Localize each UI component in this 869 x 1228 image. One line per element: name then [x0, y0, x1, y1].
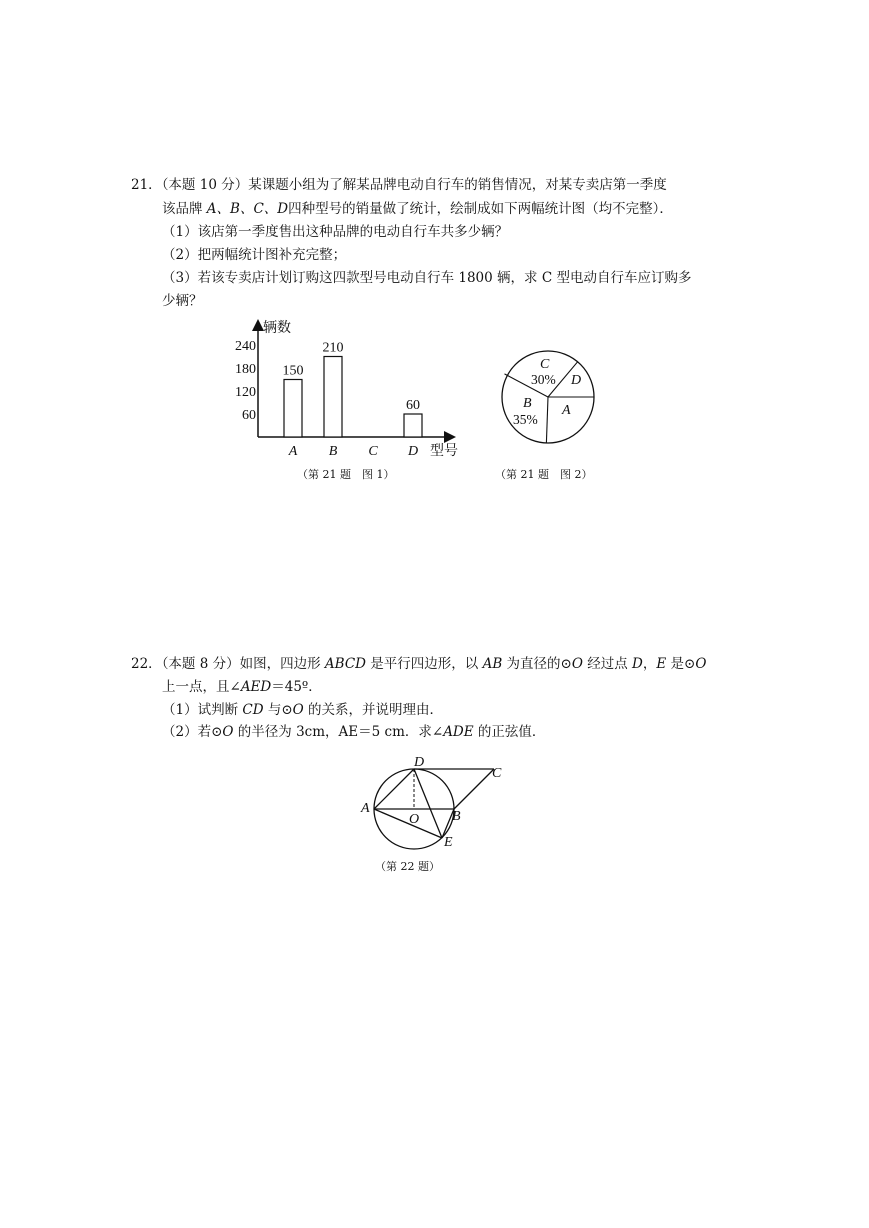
- bar-A: [284, 380, 302, 438]
- pie-label-a: A: [562, 403, 571, 418]
- y-tick-label-240: 240: [235, 339, 256, 354]
- q22-t8: ＝45º．: [271, 679, 322, 695]
- q22-line-1: [131, 654, 706, 674]
- q21-intro-b1: 该品牌: [162, 201, 207, 217]
- bar-B: [324, 357, 342, 438]
- bar-D: [404, 414, 422, 437]
- point-label-b: B: [452, 809, 461, 824]
- fig22-caption: （第 22 题）: [375, 860, 440, 873]
- q22-ept: E: [656, 656, 667, 672]
- q22-cd: CD: [242, 702, 264, 718]
- point-label-c: C: [492, 766, 502, 781]
- x-category-B: B: [328, 444, 338, 459]
- geometry-figure: [355, 752, 515, 852]
- q21-sub3b: 少辆？: [162, 293, 203, 309]
- q22-line-2: [162, 677, 322, 697]
- q21-number: 21．: [131, 177, 162, 193]
- x-category-C: C: [368, 444, 378, 459]
- q22-s2b: 的半径为 3cm，AE＝5 cm．求∠: [233, 724, 444, 740]
- q21-sub2: （2）把两幅统计图补充完整；: [162, 247, 347, 263]
- q22-s1b: 与⊙: [263, 702, 293, 718]
- point-label-a: A: [361, 801, 370, 816]
- x-category-A: A: [288, 444, 298, 459]
- bar-value-label-D: 60: [406, 398, 420, 413]
- q21-line-2: [162, 199, 673, 219]
- q21-line-1: [131, 175, 667, 195]
- q22-s2a: （2）若⊙: [162, 724, 223, 740]
- y-tick-label-60: 60: [242, 408, 256, 423]
- q22-t7: 上一点，且∠: [162, 679, 241, 695]
- q21-intro-a: 某课题小组为了解某品牌电动自行车的销售情况，对某专卖店第一季度: [248, 177, 667, 193]
- pie-radius-3: [546, 397, 548, 443]
- y-axis-label: 辆数: [263, 321, 291, 336]
- q21-intro-b2: 四种型号的销量做了统计，绘制成如下两幅统计图（均不完整）．: [288, 201, 673, 217]
- bar-value-label-B: 210: [322, 340, 344, 356]
- fig1-caption: （第 21 题 图 1）: [297, 468, 395, 481]
- q22-sub1: [162, 700, 443, 720]
- pie-pct-b: 35%: [513, 412, 538, 427]
- q22-t1: 如图，四边形: [239, 656, 325, 672]
- q22-score: （本题 8 分）: [161, 656, 240, 672]
- q22-ab: AB: [482, 656, 503, 672]
- q21-models: A、B、C、D: [206, 201, 289, 217]
- q22-t4: 经过点: [582, 656, 633, 672]
- bar-value-label-A: 150: [282, 363, 304, 379]
- point-label-o: O: [409, 812, 420, 827]
- q22-s2c: 的正弦值．: [473, 724, 546, 740]
- q22-abcd: ABCD: [324, 656, 366, 672]
- q22-s2o: O: [222, 724, 234, 740]
- point-label-e: E: [444, 835, 453, 850]
- y-tick-label-180: 180: [235, 362, 256, 377]
- q22-t3: 为直径的⊙: [502, 656, 572, 672]
- segment-cb: [454, 769, 494, 809]
- pie-label-b: B: [523, 396, 532, 411]
- q21-sub1: （1）该店第一季度售出这种品牌的电动自行车共多少辆？: [162, 224, 509, 240]
- x-category-D: D: [407, 444, 419, 459]
- q22-s1a: （1）试判断: [162, 702, 243, 718]
- x-axis-label: 型号: [430, 444, 458, 459]
- point-label-d: D: [414, 755, 425, 770]
- q22-dpt: D: [632, 656, 643, 672]
- q22-s1c: 的关系，并说明理由．: [303, 702, 444, 718]
- q22-t2: 是平行四边形，以: [365, 656, 483, 672]
- q21-score: （本题 10 分）: [161, 177, 249, 193]
- pie-label-c: C: [540, 357, 550, 372]
- q22-t5: ，: [642, 656, 657, 672]
- pie-label-d: D: [571, 373, 582, 388]
- q21-sub3a: （3）若该专卖店计划订购这四款型号电动自行车 1800 辆，求 C 型电动自行车应订购多: [162, 270, 692, 286]
- bar-chart: [220, 310, 470, 460]
- q22-aed: AED: [240, 679, 272, 695]
- q22-ade: ADE: [443, 724, 474, 740]
- q22-number: 22．: [131, 656, 162, 672]
- q22-sub2: [162, 722, 545, 742]
- q22-o2: O: [695, 656, 707, 672]
- q22-t6: 是⊙: [666, 656, 696, 672]
- q22-s1o: O: [292, 702, 304, 718]
- pie-chart: [496, 345, 600, 449]
- pie-pct-c: 30%: [531, 372, 556, 387]
- y-tick-label-120: 120: [235, 385, 256, 400]
- fig2-caption: （第 21 题 图 2）: [495, 468, 593, 481]
- q22-o: O: [571, 656, 583, 672]
